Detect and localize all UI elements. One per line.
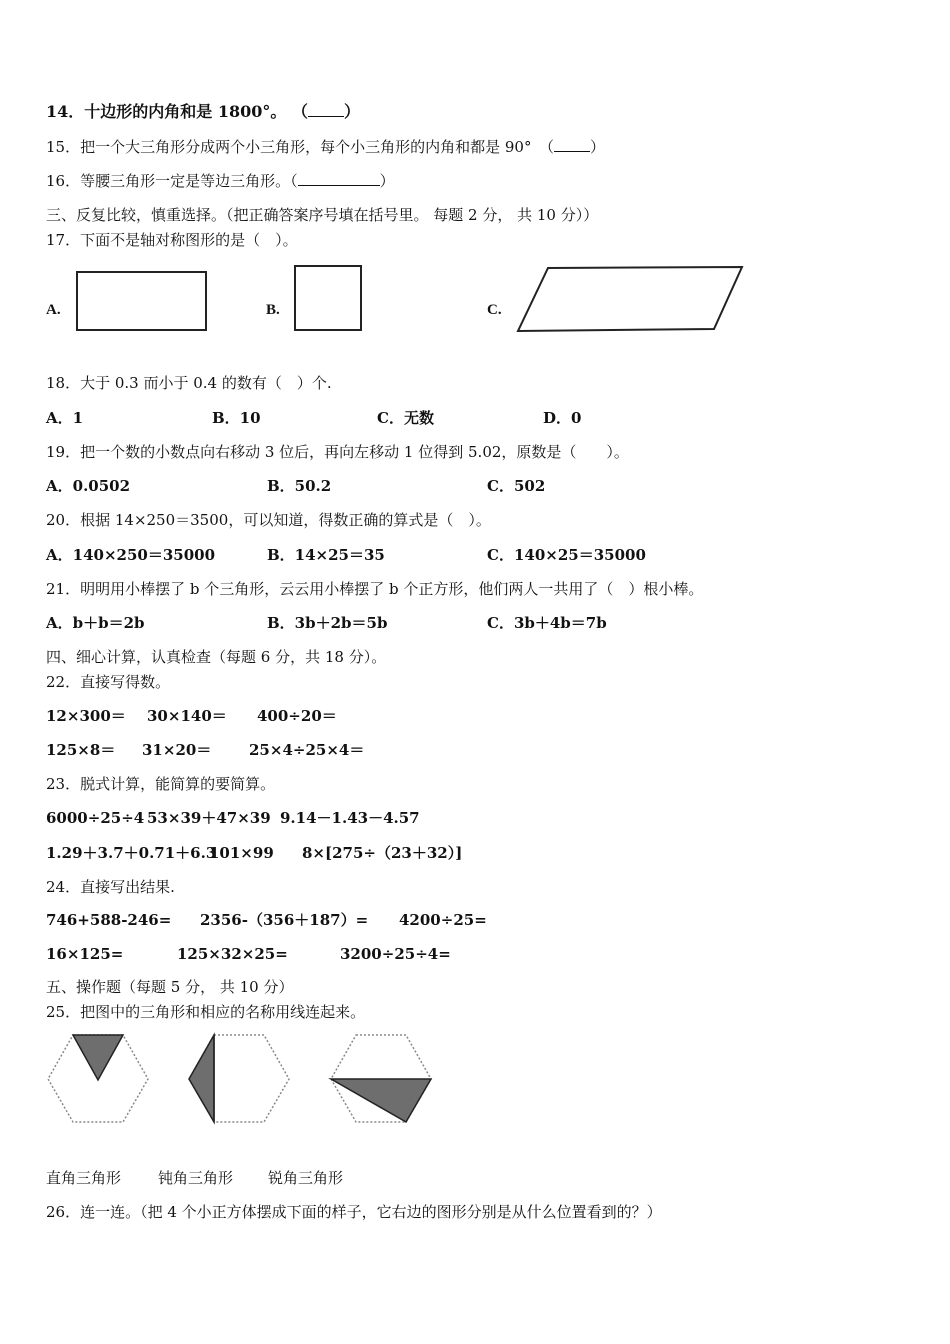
question-21-text: 21．明明用小棒摆了 b 个三角形，云云用小棒摆了 b 个正方形，他们两人一共用了（ ）根小棒。 xyxy=(46,580,704,598)
q24-expression: 2356-（356＋187）= xyxy=(200,911,369,929)
q21-option-a[interactable]: A．b＋b＝2b xyxy=(46,614,145,632)
question-20-text: 20．根据 14×250＝3500，可以知道，得数正确的算式是（ ）。 xyxy=(46,511,491,529)
q20-option-a[interactable]: A．140×250＝35000 xyxy=(46,546,216,564)
question-23-text: 23．脱式计算，能简算的要简算。 xyxy=(46,775,276,793)
hexagon-figure-1 xyxy=(46,1032,150,1124)
q21-option-c[interactable]: C．3b＋4b＝7b xyxy=(487,614,607,632)
q22-expression: 30×140＝ xyxy=(147,707,227,725)
q24-expression: 125×32×25= xyxy=(177,945,288,963)
q22-expression: 12×300＝ xyxy=(46,707,126,725)
q19-option-c[interactable]: C．502 xyxy=(487,477,546,495)
hexagon-figure-2 xyxy=(187,1032,291,1124)
question-22-text: 22．直接写得数。 xyxy=(46,673,171,691)
question-15-paren: ） xyxy=(589,138,605,156)
q21-option-b[interactable]: B．3b＋2b＝5b xyxy=(267,614,388,632)
q18-option-a[interactable]: A．1 xyxy=(46,409,84,427)
q18-option-b[interactable]: B．10 xyxy=(212,409,261,427)
q22-expression: 400÷20＝ xyxy=(257,707,337,725)
q18-option-d[interactable]: D．0 xyxy=(543,409,582,427)
square-figure xyxy=(290,262,366,334)
section-4-heading: 四、细心计算，认真检查（每题 6 分，共 18 分）。 xyxy=(46,648,387,666)
q23-expression: 6000÷25÷4 xyxy=(46,809,145,827)
question-17-text: 17．下面不是轴对称图形的是（ ）。 xyxy=(46,231,298,249)
question-14 xyxy=(46,102,360,122)
q23-expression: 53×39＋47×39 xyxy=(147,809,271,827)
q23-expression: 8×[275÷（23＋32）] xyxy=(302,844,463,862)
q22-expression: 31×20＝ xyxy=(142,741,212,759)
question-18-text: 18．大于 0.3 而小于 0.4 的数有（ ）个. xyxy=(46,374,332,392)
question-16-paren: ） xyxy=(379,172,395,190)
q24-expression: 3200÷25÷4= xyxy=(340,945,451,963)
answer-blank[interactable] xyxy=(298,171,380,186)
question-16 xyxy=(46,171,395,191)
q18-option-c[interactable]: C．无数 xyxy=(377,409,434,427)
q24-expression: 4200÷25= xyxy=(399,911,487,929)
question-14-paren: ） xyxy=(343,102,360,121)
q23-expression: 101×99 xyxy=(209,844,274,862)
answer-blank[interactable] xyxy=(308,102,344,117)
q24-expression: 746+588-246= xyxy=(46,911,172,929)
q20-option-b[interactable]: B．14×25＝35 xyxy=(267,546,385,564)
question-15 xyxy=(46,137,605,157)
q20-option-c[interactable]: C．140×25＝35000 xyxy=(487,546,646,564)
option-b-label[interactable]: B. xyxy=(266,302,280,318)
hexagon-figure-3 xyxy=(329,1032,433,1124)
q22-expression: 125×8＝ xyxy=(46,741,116,759)
rectangle-figure xyxy=(70,268,210,334)
q24-expression: 16×125= xyxy=(46,945,124,963)
section-5-heading: 五、操作题（每题 5 分， 共 10 分） xyxy=(46,978,294,996)
name-acute-triangle[interactable]: 锐角三角形 xyxy=(268,1169,344,1187)
name-obtuse-triangle[interactable]: 钝角三角形 xyxy=(158,1169,234,1187)
question-24-text: 24．直接写出结果. xyxy=(46,878,175,896)
option-a-label[interactable]: A. xyxy=(46,302,61,318)
parallelogram-figure xyxy=(512,262,748,336)
answer-blank[interactable] xyxy=(554,137,590,152)
q22-expression: 25×4÷25×4＝ xyxy=(249,741,365,759)
q19-option-b[interactable]: B．50.2 xyxy=(267,477,332,495)
question-25-text: 25．把图中的三角形和相应的名称用线连起来。 xyxy=(46,1003,366,1021)
q23-expression: 9.14－1.43－4.57 xyxy=(280,809,420,827)
question-16-text: 16．等腰三角形一定是等边三角形。（ xyxy=(46,172,298,190)
name-right-triangle[interactable]: 直角三角形 xyxy=(46,1169,122,1187)
question-26-text: 26．连一连。（把 4 个小正方体摆成下面的样子，它右边的图形分别是从什么位置看到的？） xyxy=(46,1203,662,1221)
option-c-label[interactable]: C. xyxy=(487,302,502,318)
question-15-text: 15．把一个大三角形分成两个小三角形，每个小三角形的内角和都是 90° （ xyxy=(46,138,554,156)
q23-expression: 1.29＋3.7＋0.71＋6.3 xyxy=(46,844,217,862)
question-19-text: 19．把一个数的小数点向右移动 3 位后，再向左移动 1 位得到 5.02，原数是（ ）。 xyxy=(46,443,629,461)
section-3-heading: 三、反复比较，慎重选择。（把正确答案序号填在括号里。 每题 2 分， 共 10 分）） xyxy=(46,206,599,224)
question-14-text: 14．十边形的内角和是 1800°。 （ xyxy=(46,102,308,121)
q19-option-a[interactable]: A．0.0502 xyxy=(46,477,131,495)
